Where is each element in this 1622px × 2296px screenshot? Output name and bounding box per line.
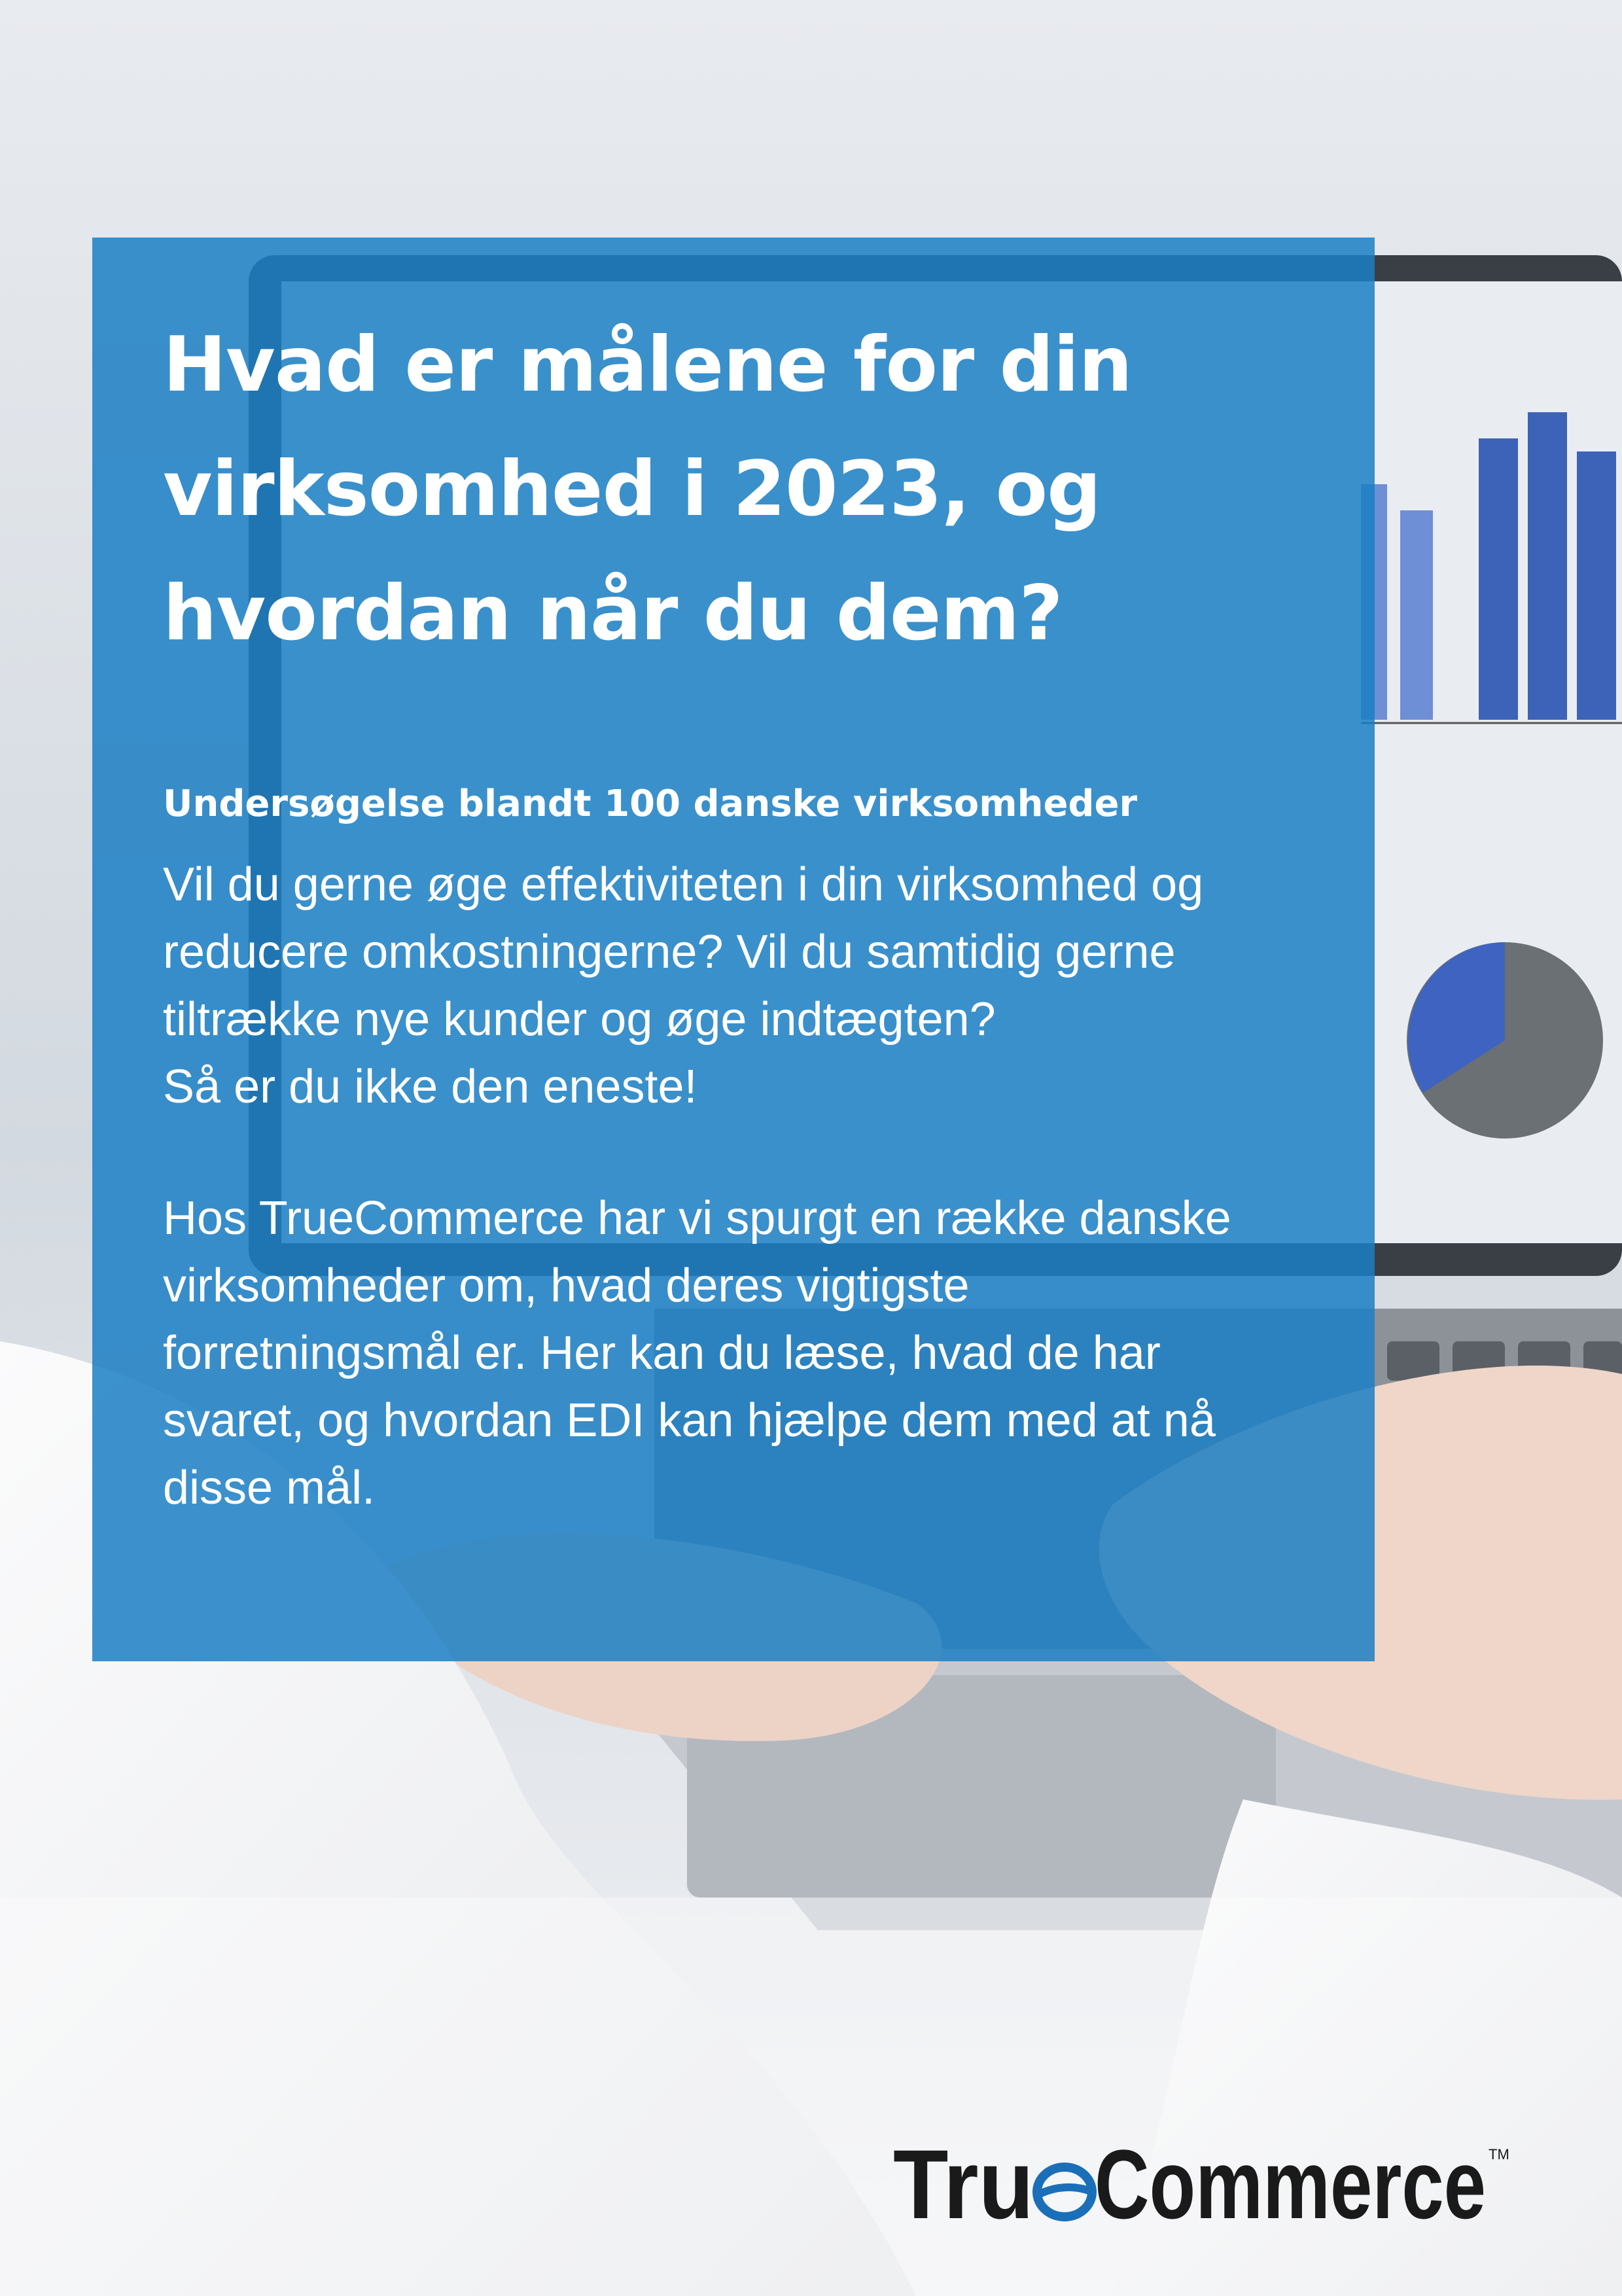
logo-text-right: Commerce bbox=[1095, 2129, 1486, 2238]
survey-paragraph bbox=[163, 1185, 1367, 1522]
text-panel bbox=[92, 238, 1375, 1661]
intro-paragraph bbox=[163, 851, 1367, 1121]
headline-line: virksomhed i 2023, og bbox=[163, 445, 1101, 533]
logo-text-left: Tru bbox=[893, 2129, 1034, 2238]
intro-line: Vil du gerne øge effektiviteten i din virksomhed og bbox=[163, 858, 1204, 911]
survey-line: forretningsmål er. Her kan du læse, hvad de har bbox=[163, 1327, 1161, 1379]
survey-line: disse mål. bbox=[163, 1462, 376, 1514]
headline bbox=[163, 303, 1328, 676]
logo-trademark: TM bbox=[1489, 2146, 1509, 2163]
intro-line: tiltrække nye kunder og øge indtægten? bbox=[163, 993, 996, 1046]
survey-line: svaret, og hvordan EDI kan hjælpe dem med at nå bbox=[163, 1394, 1216, 1447]
logo-swoosh-icon bbox=[1037, 2167, 1093, 2217]
headline-line: Hvad er målene for din bbox=[163, 321, 1133, 409]
intro-line: reducere omkostningerne? Vil du samtidig gerne bbox=[163, 926, 1176, 978]
survey-line: virksomheder om, hvad deres vigtigste bbox=[163, 1260, 970, 1312]
intro-line: Så er du ikke den eneste! bbox=[163, 1061, 697, 1113]
headline-line: hvordan når du dem? bbox=[163, 569, 1063, 658]
truecommerce-logo bbox=[893, 2127, 1521, 2238]
survey-line: Hos TrueCommerce har vi spurgt en række danske bbox=[163, 1192, 1231, 1245]
subheading: Undersøgelse blandt 100 danske virksomheder bbox=[163, 783, 1138, 825]
